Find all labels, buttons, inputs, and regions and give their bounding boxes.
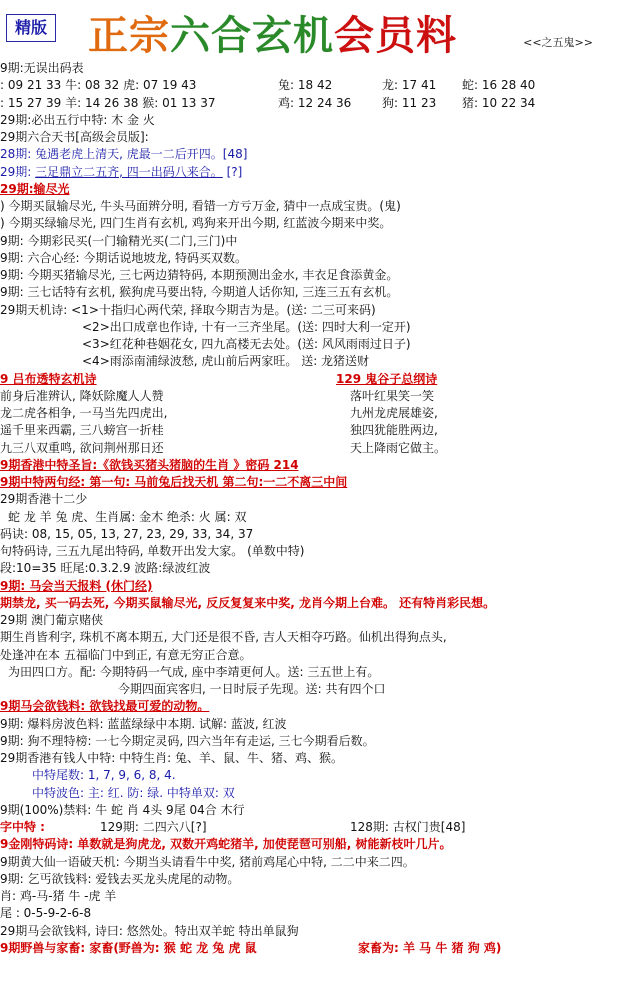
- text-segment: 九三八双重鸣, 欲问荆州那日还: [0, 440, 164, 455]
- text-segment: 段:10=35 旺尾:0.3.2.9 波路:绿波红波: [0, 561, 211, 576]
- text-segment: 9期野兽与家畜: 家畜(野兽为: 猴 蛇 龙 兔 虎 鼠: [0, 940, 257, 955]
- text-line: [0, 284, 621, 301]
- text-segment: 29期香港十二少: [0, 492, 88, 507]
- text-segment: 9期黄大仙一语破天机: 今期当头请看牛中奖, 猪前鸡尾心中特, 二二中来二四。: [0, 854, 415, 869]
- text-line: [0, 560, 621, 577]
- text-line: [0, 215, 621, 232]
- text-line: [0, 146, 621, 163]
- text-line: [0, 664, 621, 681]
- text-line: [0, 871, 621, 888]
- header: [0, 0, 621, 60]
- text-line: [0, 716, 621, 733]
- text-line: [0, 181, 621, 198]
- text-line: [0, 629, 621, 646]
- text-segment: 29期:: [0, 164, 36, 179]
- text-segment: 中特波色: 主: 红. 防: 绿. 中特单双: 双: [32, 785, 235, 800]
- text-segment: 九州龙虎展雄姿,: [350, 406, 438, 420]
- text-line: [0, 940, 621, 957]
- text-segment: 猪: 10 22 34: [462, 95, 536, 110]
- text-segment: 三足鼎立二五齐, 四一出码八来合。: [35, 164, 223, 179]
- text-line: [0, 371, 621, 388]
- text-segment: 29期 澳门葡京赌侠: [0, 613, 104, 627]
- text-line: [0, 129, 621, 146]
- text-segment: 29期:必出五行中特: 木 金 火: [0, 112, 155, 127]
- text-segment: 处逢冲在本 五福临门中到正, 有意无穷正合意。: [0, 647, 252, 662]
- text-segment: 9 吕布透特玄机诗: [0, 371, 97, 386]
- text-segment: 9期马会欲钱料: 欲钱找最可爱的动物。: [0, 699, 210, 714]
- text-segment: : 15 27 39 羊: 14 26 38 猴: 01 13 37: [0, 95, 216, 110]
- text-line: [0, 836, 621, 853]
- text-segment: ) 今期买绿输尽光, 四门生肖有玄机, 鸡狗来开出今期, 红蓝波今期来中奖。: [0, 216, 392, 231]
- text-segment: 天上降雨它做主。: [350, 440, 447, 455]
- text-line: [0, 543, 621, 560]
- text-segment: 129期: 二四六八[?]: [100, 820, 207, 834]
- text-segment: 鸡: 12 24 36: [278, 95, 352, 110]
- text-segment: 肖: 鸡-马-猪 牛 -虎 羊: [0, 889, 117, 903]
- text-segment: 29期天机诗: <1>十指归心两代荣, 择取今期吉为是。(送: 二三可来码): [0, 302, 376, 317]
- text-segment: 128期: 古权门贵[48]: [350, 820, 466, 834]
- text-line: [0, 388, 621, 405]
- text-line: [0, 750, 621, 767]
- text-line: [0, 457, 621, 474]
- title-char: 合: [211, 12, 252, 59]
- text-segment: 为田四口方。配: 今期特码一气成, 座中李靖更何人。送: 三五世上有。: [8, 664, 380, 679]
- text-line: [0, 526, 621, 543]
- text-line: [0, 198, 621, 215]
- text-segment: 9期: 今期彩民买(一门输精光买(二门,三门)中: [0, 233, 238, 248]
- text-segment: 9金刚特码诗: 单数就是狗虎龙, 双数开鸡蛇猪羊, 加使琵琶可别船, 树能新枝叶几片。: [0, 837, 452, 852]
- text-line: [0, 112, 621, 129]
- text-line: [0, 767, 621, 784]
- title-char: 六: [170, 12, 211, 59]
- text-line: [0, 681, 621, 698]
- text-segment: : 09 21 33 牛: 08 32 虎: 07 19 43: [0, 78, 197, 93]
- text-segment: 前身后准辨认, 降妖除魔人人赞: [0, 388, 164, 403]
- text-line: [0, 905, 621, 922]
- text-line: [0, 336, 621, 353]
- text-segment: 期生肖皆利字, 珠机不离本期五, 大门还是很不昏, 吉人天相夺巧路。仙机出得狗点头,: [0, 630, 447, 645]
- text-segment: [?]: [222, 164, 243, 179]
- text-line: [0, 164, 621, 181]
- text-segment: 9期: 六合心经: 今期话说地坡龙, 特码买双数。: [0, 250, 247, 265]
- text-line: [0, 854, 621, 871]
- text-line: [0, 267, 621, 284]
- text-segment: 字中特 :: [0, 820, 45, 834]
- text-line: [0, 474, 621, 491]
- title-char: 员: [375, 12, 416, 59]
- text-segment: 9期:无误出码表: [0, 61, 84, 75]
- text-segment: 龙二虎各相争, 一马当先四虎出,: [0, 406, 168, 420]
- page-title: [88, 4, 457, 61]
- text-line: [0, 612, 621, 629]
- text-segment: 9期香港中特圣旨:《欲钱买猪头猪脑的生肖 》密码 214: [0, 457, 299, 472]
- text-segment: 今期四面宾客归, 一日时辰子先现。送: 共有四个口: [118, 682, 386, 696]
- text-segment: 9期: 马会当天报料 (休门经): [0, 578, 153, 593]
- text-segment: 9期中特两句经: 第一句: 马前兔后找天机 第二句:一二不离三中间: [0, 475, 348, 489]
- text-segment: 遥千里来西霸, 三八螃宫一折桂: [0, 423, 164, 438]
- text-line: [0, 491, 621, 508]
- text-line: [0, 250, 621, 267]
- text-segment: 9期: 狗不理特榜: 一七今期定灵码, 四六当年有走运, 三七今期看后数。: [0, 733, 375, 748]
- text-segment: 码诀: 08, 15, 05, 13, 27, 23, 29, 33, 34, 37: [0, 526, 254, 541]
- text-segment: 独四犹能胜两边,: [350, 423, 438, 438]
- text-segment: 9期: 三七话特有玄机, 猴狗虎马要出特, 今期道人话你知, 三连三五有玄机。: [0, 285, 399, 300]
- title-char: 宗: [129, 12, 170, 59]
- text-line: [0, 819, 621, 836]
- text-line: [0, 923, 621, 940]
- text-line: [0, 60, 621, 77]
- text-line: [0, 319, 621, 336]
- text-segment: ) 今期买鼠输尽光, 牛头马面辨分明, 看错一方亏万金, 猜中一点成宝贵。(鬼): [0, 199, 401, 213]
- text-segment: 期禁龙, 买一码去死, 今期买鼠输尽光, 反反复复来中奖, 龙肖今期上台难。 还有特肖彩民想。: [0, 595, 496, 610]
- text-segment: 句特码诗, 三五九尾出特码, 单数开出发大家。 (单数中特): [0, 544, 305, 558]
- text-segment: 狗: 11 23: [382, 95, 437, 110]
- text-line: [0, 647, 621, 664]
- text-line: [0, 302, 621, 319]
- text-line: [0, 77, 621, 94]
- title-char: 正: [88, 12, 129, 59]
- text-segment: 29期马会欲钱料, 诗曰: 悠然处。特出双羊蛇 特出单鼠狗: [0, 923, 299, 938]
- text-segment: 129 鬼谷子总纲诗: [336, 371, 438, 386]
- text-segment: 9期(100%)禁料: 牛 蛇 肖 4头 9尾 04合 木行: [0, 802, 245, 817]
- text-segment: <2>出口成章也作诗, 十有一三齐坐尾。(送: 四时大利一定开): [82, 319, 411, 334]
- text-line: [0, 595, 621, 612]
- text-segment: 29期香港有钱人中特: 中特生肖: 兔、羊、鼠、牛、猪、鸡、猴。: [0, 751, 343, 765]
- title-char: 料: [416, 12, 457, 59]
- text-segment: 龙: 17 41: [382, 78, 437, 93]
- text-segment: 28期: 兔遇老虎上清天, 虎最一二后开四。: [0, 147, 223, 162]
- text-line: [0, 405, 621, 422]
- text-segment: 9期: 今期买猪输尽光, 三七两边猜特码, 本期预测出金水, 丰衣足食添黄金。: [0, 268, 399, 282]
- text-segment: 9期: 乞丐欲钱料: 爱钱去买龙头虎尾的动物。: [0, 871, 240, 886]
- author-tag: <<之五鬼>>: [523, 36, 593, 49]
- text-segment: [48]: [222, 147, 248, 162]
- text-segment: 29期六合天书[高级会员版]:: [0, 130, 149, 144]
- content-lines: [0, 60, 621, 957]
- text-line: [0, 509, 621, 526]
- text-segment: 落叶红果笑一笑: [350, 388, 435, 403]
- text-line: [0, 440, 621, 457]
- text-segment: <3>红花种巷姻花女, 四九高楼无去处。(送: 风风雨雨过日子): [82, 337, 411, 351]
- text-line: [0, 353, 621, 370]
- title-char: 机: [293, 12, 334, 59]
- text-segment: 中特尾数: 1, 7, 9, 6, 8, 4.: [32, 768, 176, 783]
- text-line: [0, 698, 621, 715]
- text-segment: 9期: 爆料房波色料: 蓝蓝绿绿中本期. 试解: 蓝波, 红波: [0, 716, 287, 731]
- title-char: 会: [334, 12, 375, 59]
- text-segment: 家畜为: 羊 马 牛 猪 狗 鸡): [358, 940, 502, 955]
- badge: 精版: [6, 14, 56, 42]
- text-line: [0, 802, 621, 819]
- text-segment: 蛇 龙 羊 兔 虎、生肖属: 金木 绝杀: 火 属: 双: [8, 509, 247, 524]
- text-line: [0, 733, 621, 750]
- text-segment: 29期:输尽光: [0, 181, 70, 196]
- text-segment: 兔: 18 42: [278, 78, 333, 93]
- text-line: [0, 422, 621, 439]
- text-segment: <4>雨添南浦绿波愁, 虎山前后两家旺。 送: 龙猪送财: [82, 354, 370, 369]
- text-line: [0, 95, 621, 112]
- text-segment: 蛇: 16 28 40: [462, 78, 536, 93]
- text-line: [0, 785, 621, 802]
- title-char: 玄: [252, 12, 293, 59]
- text-line: [0, 233, 621, 250]
- text-line: [0, 888, 621, 905]
- text-line: [0, 578, 621, 595]
- text-segment: 尾 : 0-5-9-2-6-8: [0, 906, 92, 921]
